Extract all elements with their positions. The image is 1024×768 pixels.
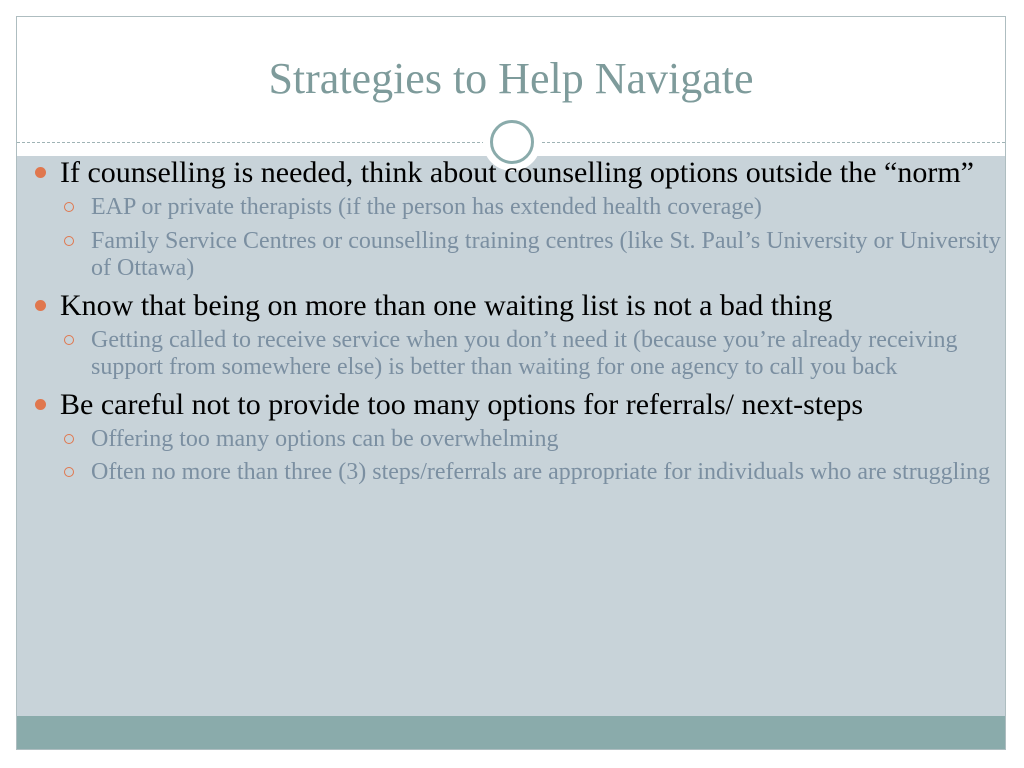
sub-bullet-ring-icon [64, 434, 74, 444]
sub-bullet-text: Offering too many options can be overwhelming [91, 425, 559, 452]
bullet-text: Be careful not to provide too many options for referrals/ next-steps [60, 387, 864, 421]
bullet-item [34, 388, 1004, 487]
sub-bullet-item [60, 426, 1004, 454]
sub-bullet-text: EAP or private therapists (if the person has extended health coverage) [91, 194, 762, 220]
sub-bullet-item [60, 327, 1004, 382]
sub-bullet-list [60, 426, 1004, 487]
sub-bullet-ring-icon [64, 335, 74, 345]
footer-bar [17, 716, 1005, 750]
sub-bullet-ring-icon [64, 467, 74, 477]
sub-bullet-ring-icon [64, 202, 74, 212]
sub-bullet-item [60, 228, 1004, 283]
sub-bullet-item [60, 194, 1004, 222]
bullet-list [34, 156, 1004, 493]
bullet-dot-icon [35, 300, 46, 311]
sub-bullet-list [60, 194, 1004, 283]
bullet-text: If counselling is needed, think about counselling options outside the “norm” [60, 156, 974, 189]
sub-bullet-ring-icon [64, 236, 74, 246]
bullet-dot-icon [35, 167, 46, 178]
sub-bullet-list [60, 327, 1004, 382]
bullet-text: Know that being on more than one waiting list is not a bad thing [60, 288, 833, 322]
sub-bullet-item [60, 459, 1004, 487]
bullet-item [34, 289, 1004, 382]
slide-title: Strategies to Help Navigate [268, 54, 754, 103]
sub-bullet-text: Often no more than three (3) steps/referrals are appropriate for individuals who are struggling [91, 459, 991, 485]
sub-bullet-text: Getting called to receive service when you don’t need it (because you’re already receiving support from somewhere else) is better than waiting for one agency to call you back [91, 326, 958, 380]
bullet-dot-icon [35, 399, 46, 410]
sub-bullet-text: Family Service Centres or counselling training centres (like St. Paul’s University or University of Ottawa) [91, 227, 1001, 281]
bullet-item [34, 156, 1004, 283]
